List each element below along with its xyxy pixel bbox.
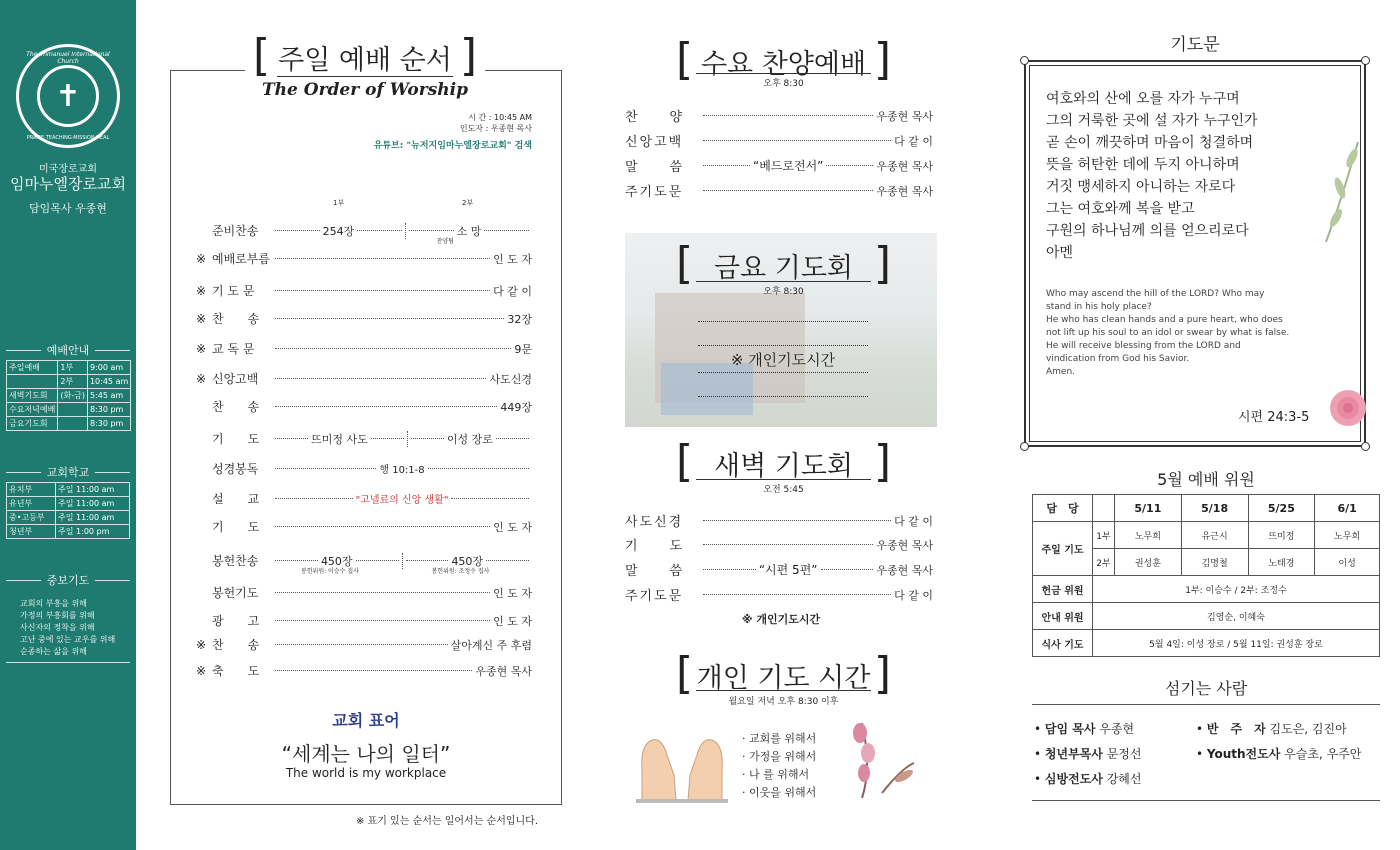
prayer-reference: 시편 24:3-5 (1238, 410, 1310, 425)
dawn-title: 새벽 기도회 (714, 451, 853, 482)
sunday-order-item: ※ 축 도 우종현 목사 (196, 663, 532, 678)
sunday-time: 시 간 : 10:45 AM (468, 113, 532, 122)
sunday-order-item: 설 교 "고넬료의 신앙 생활" (196, 490, 532, 507)
personal-prayer-list: · 교회를 위해서 · 가정을 위해서 · 나 를 위해서 · 이웃을 위해서 (742, 732, 817, 799)
sunday-order-item: 봉헌찬송 450장 봉헌위원: 이승수 집사 450장 봉헌위원: 조정수 집사 (196, 552, 532, 569)
fri-title-block: [ ] 금요 기도회 오후 8:30 (676, 238, 891, 297)
church-motto: “세계는 나의 일터” (281, 742, 451, 766)
wed-title: 수요 찬양예배 (700, 49, 867, 80)
dawn-order-item: 말 씀 “시편 5편” 우종현 목사 (625, 563, 933, 579)
pink-rose-icon (1326, 386, 1370, 430)
church-logo (16, 44, 120, 148)
dawn-order-item: 사도신경 다 같 이 (625, 514, 933, 530)
sidebar (0, 0, 136, 850)
intercession-title: 중보기도 (6, 572, 130, 588)
praying-hands-icon (632, 715, 732, 805)
wed-order-item: 말 씀 “베드로전서” 우종현 목사 (625, 159, 934, 175)
dawn-order-item: 기 도 우종현 목사 (625, 538, 933, 554)
wed-title-block: [ ] 수요 찬양예배 오후 8:30 (676, 34, 891, 89)
dawn-title-block: [ ] 새벽 기도회 오전 5:45 (676, 436, 891, 495)
staff-left-2: • 심방전도사 강혜선 (1034, 772, 1142, 786)
sunday-order-item: ※ 찬 송 살아계신 주 후렴 (196, 637, 532, 652)
dawn-time: 오전 5:45 (763, 485, 804, 495)
sunday-order-item: 광 고 인 도 자 (212, 614, 532, 628)
personal-time: 월요일 저녁 오후 8:30 이후 (728, 697, 839, 707)
fri-personal-prayer: ※ 개인기도시간 (730, 351, 836, 369)
flower-branch-icon (842, 718, 922, 803)
church-motto-english: The world is my workplace (285, 766, 447, 780)
standing-footnote: ※ 표기 있는 순서는 일어서는 순서입니다. (356, 816, 539, 827)
staff-left-1: • 청년부목사 문정선 (1034, 747, 1142, 761)
sunday-leader: 인도자 : 우종현 목사 (459, 124, 532, 133)
dawn-personal-prayer: ※ 개인기도시간 (741, 613, 821, 626)
staff-right-1: • Youth전도사 우슬초, 우주안 (1196, 747, 1362, 761)
prayer-english: Who may ascend the hill of the LORD? Who may stand in his holy place? He who has clean hands and a pure heart, who does not lift up his soul to an idol or swear by what is false. He will receive blessing from the LORD and vindication from God his Savior. Amen. (1046, 289, 1290, 377)
wed-order-item: 주기도문 우종현 목사 (625, 184, 933, 200)
fri-title: 금요 기도회 (714, 253, 853, 284)
sunday-order-item: ※ 교 독 문 9문 (196, 341, 532, 356)
sidebar-divider (6, 662, 130, 663)
church-school-table: 유치부 주일 11:00 am 유년부 주일 11:00 am 중•고등부 주일 11:00 am 청년부 주일 1:00 pm (6, 482, 130, 539)
church-denomination: 미국장로교회 (39, 164, 97, 175)
church-name: 임마누엘장로교회 (10, 175, 126, 193)
staff-title: 섬기는 사람 (1164, 679, 1248, 698)
wed-order-item: 신앙고백 다 같 이 (625, 134, 933, 150)
sunday-order-item: ※ 신앙고백 사도신경 (196, 371, 532, 386)
sunday-order-item: 성경봉독 행 10:1-8 (196, 460, 532, 477)
part2-label: 2부 (462, 199, 474, 207)
logo-ring-top: The Immanuel International Church (26, 51, 110, 65)
wed-time: 오후 8:30 (763, 79, 804, 89)
sunday-order-item: 봉헌기도 인 도 자 (212, 586, 532, 600)
committee-table: 담 당 5/11 5/18 5/25 6/1 주일 기도 1부 노무희 유근시 뜨미정 노무희 2부 권성훈 김명철 노태경 이성 헌금 위원 1부: 이승수 / 2부: 조정수 안내 위원 김영순, 이혜숙 식사 기도 5월 4일: 이성 장로 / 5월 11일: 권성훈 장로 (1032, 494, 1380, 657)
committee-title: 5월 예배 위원 (1157, 470, 1255, 489)
sunday-order-item: 기 도 인 도 자 (212, 520, 532, 534)
sunday-title: 주일 예배 순서 (278, 45, 452, 76)
sunday-title-block: [ ] 주일 예배 순서 The Order of Worship (245, 36, 485, 106)
church-school-title: 교회학교 (6, 464, 130, 480)
part1-label: 1부 (333, 199, 345, 207)
sunday-order-item: 찬 송 449장 (212, 400, 532, 414)
sunday-order-item: ※ 기 도 문 다 같 이 (196, 283, 532, 298)
intercession-list: 교회의 부흥을 위해 가정의 부흥회를 위해 사신자의 정착을 위해 고난 중에 있는 교우를 위해 순종하는 삶을 위해 (20, 599, 116, 656)
staff-left-0: • 담임 목사 우종현 (1034, 722, 1135, 736)
logo-cross-icon: ✝ (37, 65, 99, 127)
staff-right-0: • 반 주 자 김도은, 김진아 (1196, 722, 1347, 736)
worship-guide-title: 예배안내 (6, 342, 130, 358)
personal-title: 개인 기도 시간 (696, 663, 871, 694)
prayer-title: 기도문 (1170, 35, 1220, 55)
prayer-korean: 여호와의 산에 오를 자가 누구며 그의 거룩한 곳에 설 자가 누구인가 곧 손이 깨끗하며 마음이 청결하며 뜻을 허탄한 데에 두지 아니하며 거짓 맹세하지 아니하는 자로다 그는 여호와께 복을 받고 구원의 하나님께 의를 얻으리로다 아멘 (1046, 91, 1258, 261)
leaf-branch-icon (1318, 138, 1366, 244)
youtube-search: 유튜브: "뉴저지임마누엘장로교회" 검색 (373, 141, 532, 151)
dawn-order-item: 주기도문 다 같 이 (625, 588, 933, 604)
personal-title-block: [ ] 개인 기도 시간 월요일 저녁 오후 8:30 이후 (676, 648, 891, 707)
sunday-order-item: ※ 찬 송 32장 (196, 311, 532, 326)
wed-order-item: 찬 양 우종현 목사 (625, 109, 933, 125)
logo-ring-bottom: PRAISE·TEACHING·MISSION·HEAL (26, 135, 110, 141)
sunday-script-title: The Order of Worship (262, 80, 468, 100)
motto-title: 교회 표어 (332, 711, 400, 730)
fri-time: 오후 8:30 (763, 287, 804, 297)
sunday-order-item: ※ 예배로부름 인 도 자 (196, 251, 532, 266)
senior-pastor: 담임목사 우종현 (29, 202, 107, 215)
sunday-order-item: 기 도 뜨미정 사도 이성 장로 (196, 430, 532, 447)
worship-guide-table: 주일예배 1부 9:00 am 2부 10:45 am 새벽기도회 (화-금) 5:45 am 수요저녁예배 8:30 pm 금요기도회 8:30 pm (6, 360, 131, 431)
sunday-order-item: 준비찬송 254장 소 망 찬양팀 (196, 222, 532, 239)
